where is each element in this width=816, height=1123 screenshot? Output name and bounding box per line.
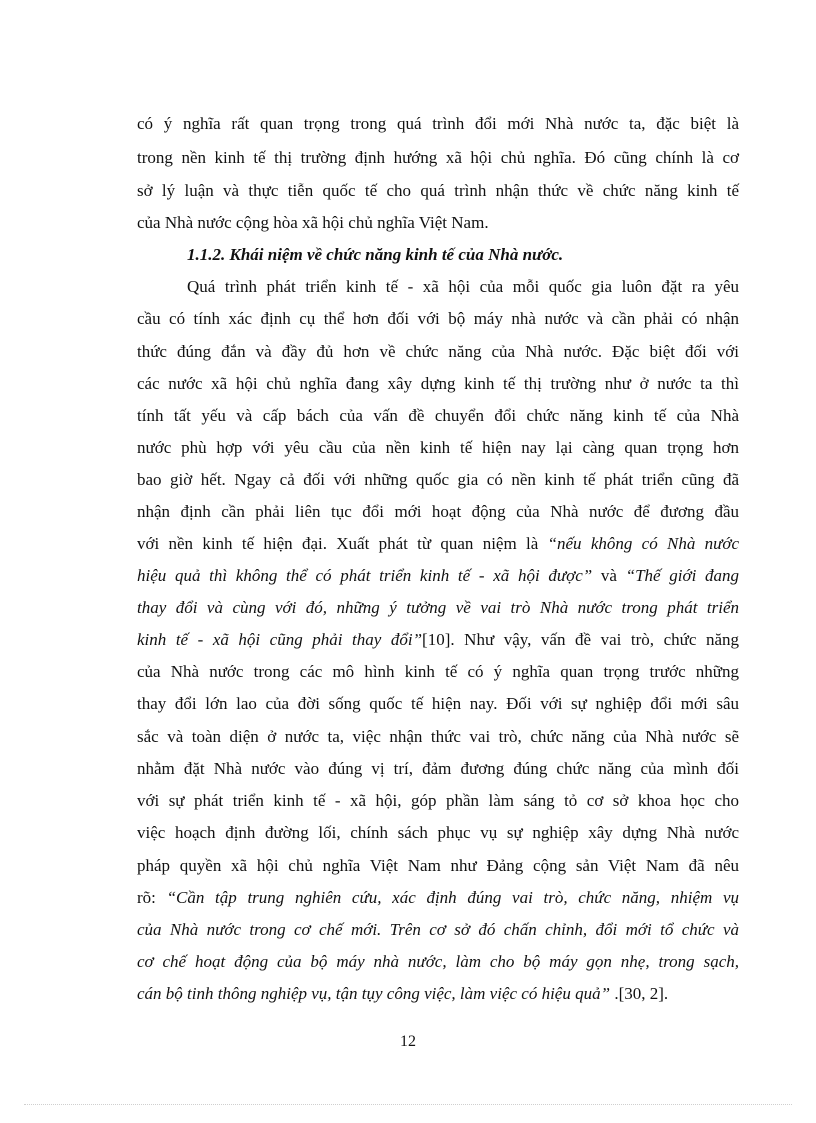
quoted-text: hiệu quả thì không thể có phát triển kinh tế - xã hội được” (137, 566, 593, 585)
text-run: rõ: (137, 888, 167, 907)
text-run: bao giờ hết. Ngay cả đối với những quốc gia có nền kinh tế phát triển cũng đã (137, 470, 739, 489)
text-line (137, 406, 739, 426)
text-run: các nước xã hội chủ nghĩa đang xây dựng kinh tế thị trường như ở nước ta thì (137, 374, 739, 393)
page-number: 12 (400, 1033, 416, 1050)
text-line (137, 888, 739, 908)
page-bottom-rule (24, 1104, 792, 1105)
quoted-text: thay đổi và cùng với đó, những ý tưởng về vai trò Nhà nước trong phát triển (137, 598, 739, 617)
text-line (137, 342, 739, 362)
text-run: trong nền kinh tế thị trường định hướng xã hội chủ nghĩa. Đó cũng chính là cơ (137, 148, 739, 167)
quoted-text: “Thế giới đang (625, 566, 739, 585)
text-run: với nền kinh tế hiện đại. Xuất phát từ quan niệm là (137, 534, 548, 553)
text-run: tính tất yếu và cấp bách của vấn đề chuyển đổi chức năng kinh tế của Nhà (137, 406, 739, 425)
text-line (137, 213, 739, 233)
text-line (137, 952, 739, 972)
text-line (137, 759, 739, 779)
text-line (137, 694, 739, 714)
text-run: thức đúng đắn và đầy đủ hơn về chức năng của Nhà nước. Đặc biệt đối với (137, 342, 739, 361)
text-run: nhằm đặt Nhà nước vào đúng vị trí, đảm đương đúng chức năng của mình đối (137, 759, 739, 778)
text-line (137, 566, 739, 586)
text-line (137, 148, 739, 168)
text-line (137, 374, 739, 394)
quoted-text: kinh tế - xã hội cũng phải thay đổi” (137, 630, 423, 649)
text-line (137, 662, 739, 682)
text-run: có ý nghĩa rất quan trọng trong quá trình đổi mới Nhà nước ta, đặc biệt là (137, 114, 739, 133)
text-run: của Nhà nước cộng hòa xã hội chủ nghĩa Việt Nam. (137, 213, 489, 232)
text-run: với sự phát triển kinh tế - xã hội, góp phần làm sáng tỏ cơ sở khoa học cho (137, 791, 739, 810)
text-run: việc hoạch định đường lối, chính sách phục vụ sự nghiệp xây dựng Nhà nước (137, 823, 739, 842)
quoted-text: “Cần tập trung nghiên cứu, xác định đúng vai trò, chức năng, nhiệm vụ (166, 888, 739, 907)
text-run: sở lý luận và thực tiễn quốc tế cho quá trình nhận thức về chức năng kinh tế (137, 181, 739, 200)
quoted-text: cơ chế hoạt động của bộ máy nhà nước, làm cho bộ máy gọn nhẹ, trong sạch, (137, 952, 739, 971)
text-line (137, 856, 739, 876)
text-run: và (592, 566, 626, 585)
text-line (137, 823, 739, 843)
text-line (137, 791, 739, 811)
text-line (137, 438, 739, 458)
text-run: của Nhà nước trong các mô hình kinh tế có ý nghĩa quan trọng trước những (137, 662, 739, 681)
text-run: thay đổi lớn lao của đời sống quốc tế hiện nay. Đối với sự nghiệp đổi mới sâu (137, 694, 739, 713)
quoted-text: “nếu không có Nhà nước (547, 534, 739, 553)
text-line (137, 309, 739, 329)
text-run: nước phù hợp với yêu cầu của nền kinh tế hiện nay lại càng quan trọng hơn (137, 438, 739, 457)
section-heading (187, 245, 739, 265)
text-line (137, 502, 739, 522)
text-line (137, 114, 739, 134)
text-line (137, 920, 739, 940)
quoted-text: cán bộ tinh thông nghiệp vụ, tận tụy công việc, làm việc có hiệu quả” (137, 984, 611, 1003)
text-run: [10]. Như vậy, vấn đề vai trò, chức năng (422, 630, 739, 649)
text-line (137, 984, 739, 1004)
text-run: Quá trình phát triển kinh tế - xã hội của mỗi quốc gia luôn đặt ra yêu (187, 277, 739, 296)
text-line (137, 470, 739, 490)
text-line (187, 277, 739, 297)
text-run: pháp quyền xã hội chủ nghĩa Việt Nam như Đảng cộng sản Việt Nam đã nêu (137, 856, 739, 875)
text-line (137, 727, 739, 747)
text-line (137, 598, 739, 618)
text-line (137, 181, 739, 201)
quoted-text: của Nhà nước trong cơ chế mới. Trên cơ sở đó chấn chỉnh, đổi mới tổ chức và (137, 920, 739, 939)
text-line (137, 534, 739, 554)
text-run: cầu có tính xác định cụ thể hơn đối với bộ máy nhà nước và cần phải có nhận (137, 309, 739, 328)
text-run: .[30, 2]. (610, 984, 669, 1003)
text-run: 1.1.2. Khái niệm về chức năng kinh tế của Nhà nước. (187, 245, 564, 264)
text-run: nhận định cần phải liên tục đổi mới hoạt động của Nhà nước để đương đầu (137, 502, 739, 521)
text-line (137, 630, 739, 650)
text-run: sắc và toàn diện ở nước ta, việc nhận thức vai trò, chức năng của Nhà nước sẽ (137, 727, 739, 746)
